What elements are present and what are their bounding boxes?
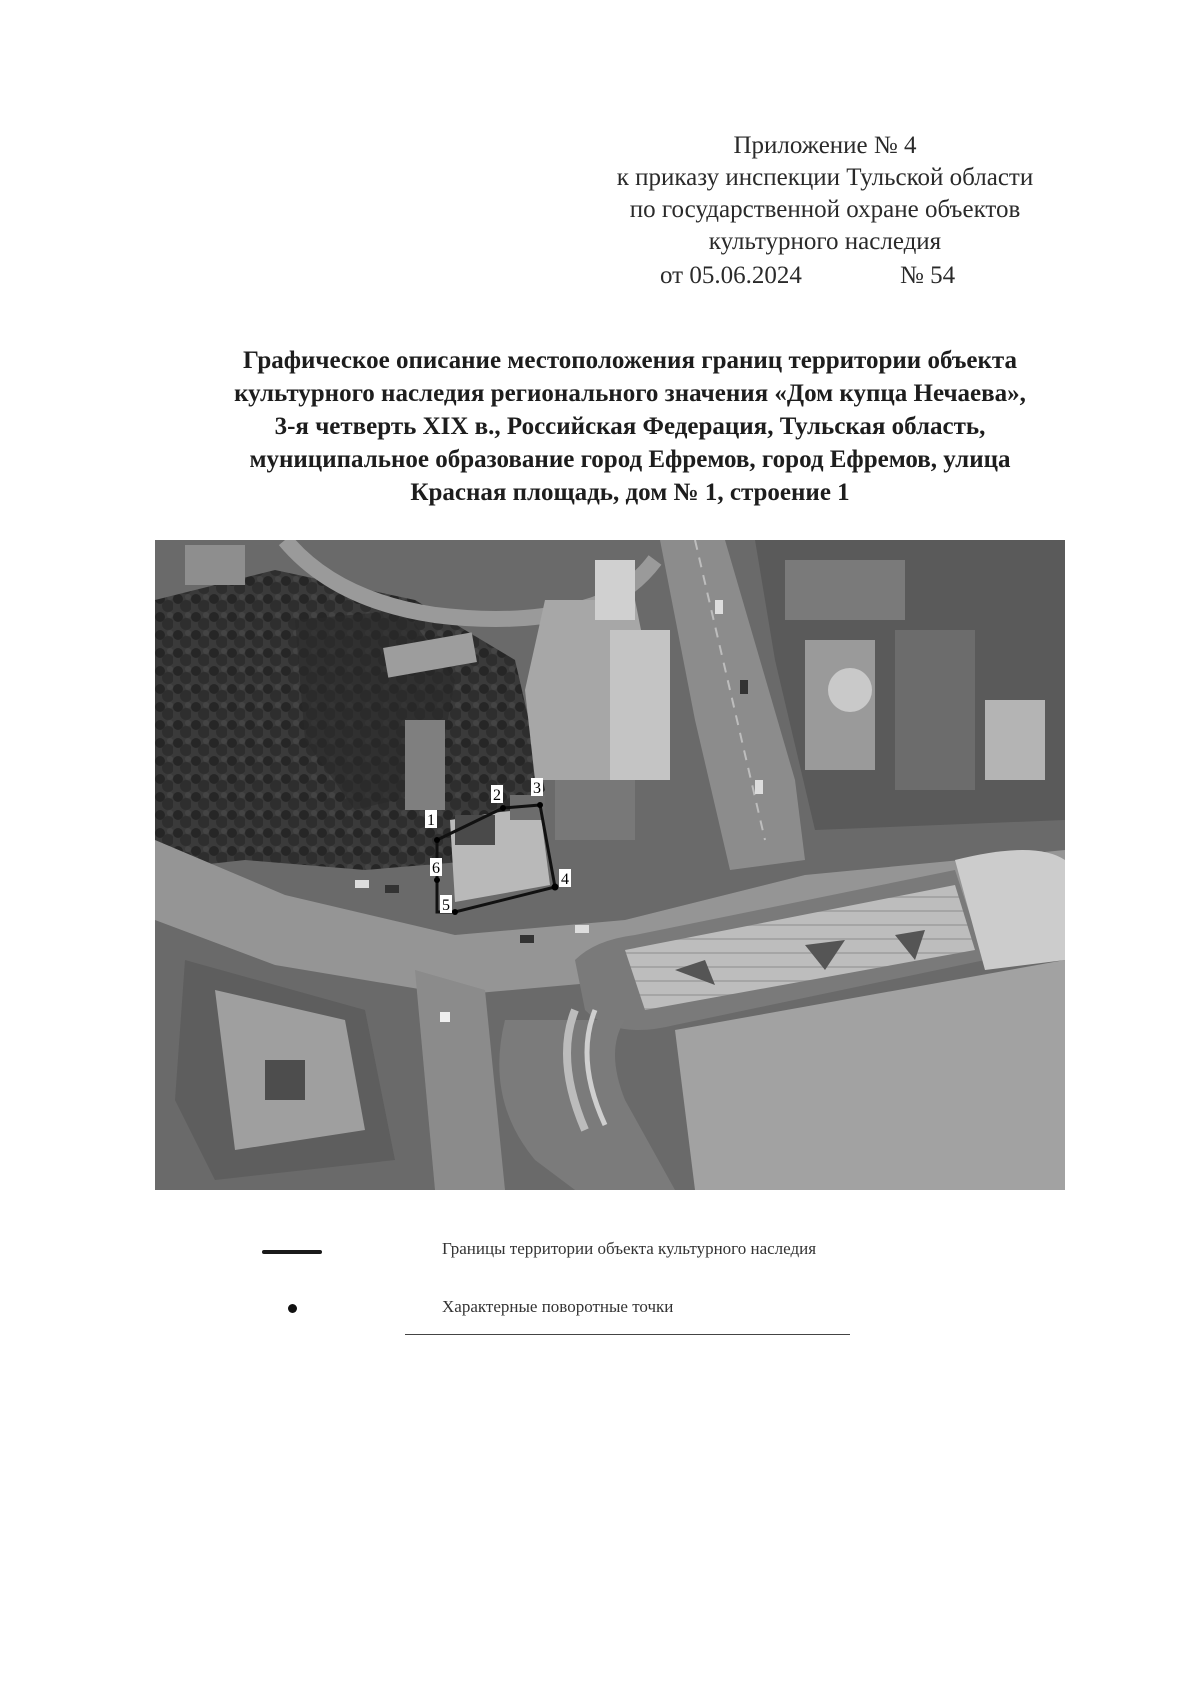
title-line-5: Красная площадь, дом № 1, строение 1	[410, 479, 850, 506]
appendix-heritage-line: культурного наследия	[708, 228, 942, 255]
bottom-rule	[405, 1334, 850, 1335]
turning-point-1	[434, 837, 440, 843]
point-symbol	[288, 1304, 297, 1313]
point-label-4: 4	[561, 871, 569, 888]
turning-point-6	[434, 877, 440, 883]
turning-point-4	[552, 884, 559, 891]
appendix-date-row	[560, 260, 1090, 292]
legend-points-text: Характерные поворотные точки	[442, 1297, 674, 1316]
aerial-photo	[155, 540, 1065, 1190]
legend-boundary-text: Границы территории объекта культурного наследия	[442, 1239, 817, 1258]
order-date: от 05.06.2024	[660, 262, 802, 289]
document-title	[150, 344, 1110, 509]
title-line-2: культурного наследия регионального значения «Дом купца Нечаева»,	[234, 380, 1026, 407]
legend-points	[262, 1294, 962, 1352]
appendix-header	[560, 130, 1090, 292]
turning-point-2	[500, 805, 506, 811]
legend-boundary	[262, 1236, 962, 1294]
point-label-2: 2	[493, 787, 501, 804]
order-number: № 54	[900, 262, 956, 289]
point-label-3: 3	[533, 780, 541, 797]
appendix-order-line: к приказу инспекции Тульской области	[616, 164, 1034, 191]
turning-point-5	[452, 909, 458, 915]
aerial-map	[155, 540, 1065, 1190]
point-label-6: 6	[432, 860, 440, 877]
point-label-5: 5	[442, 897, 450, 914]
point-label-1: 1	[427, 812, 435, 829]
title-line-3: 3-я четверть XIX в., Российская Федерация, Тульская область,	[274, 413, 986, 440]
title-line-4: муниципальное образование город Ефремов, город Ефремов, улица	[249, 446, 1011, 473]
appendix-number: Приложение № 4	[733, 132, 917, 159]
turning-point-3	[537, 802, 543, 808]
title-line-1: Графическое описание местоположения границ территории объекта	[242, 347, 1017, 374]
appendix-inspection-line: по государственной охране объектов	[629, 196, 1021, 223]
boundary-line-symbol	[262, 1250, 322, 1254]
